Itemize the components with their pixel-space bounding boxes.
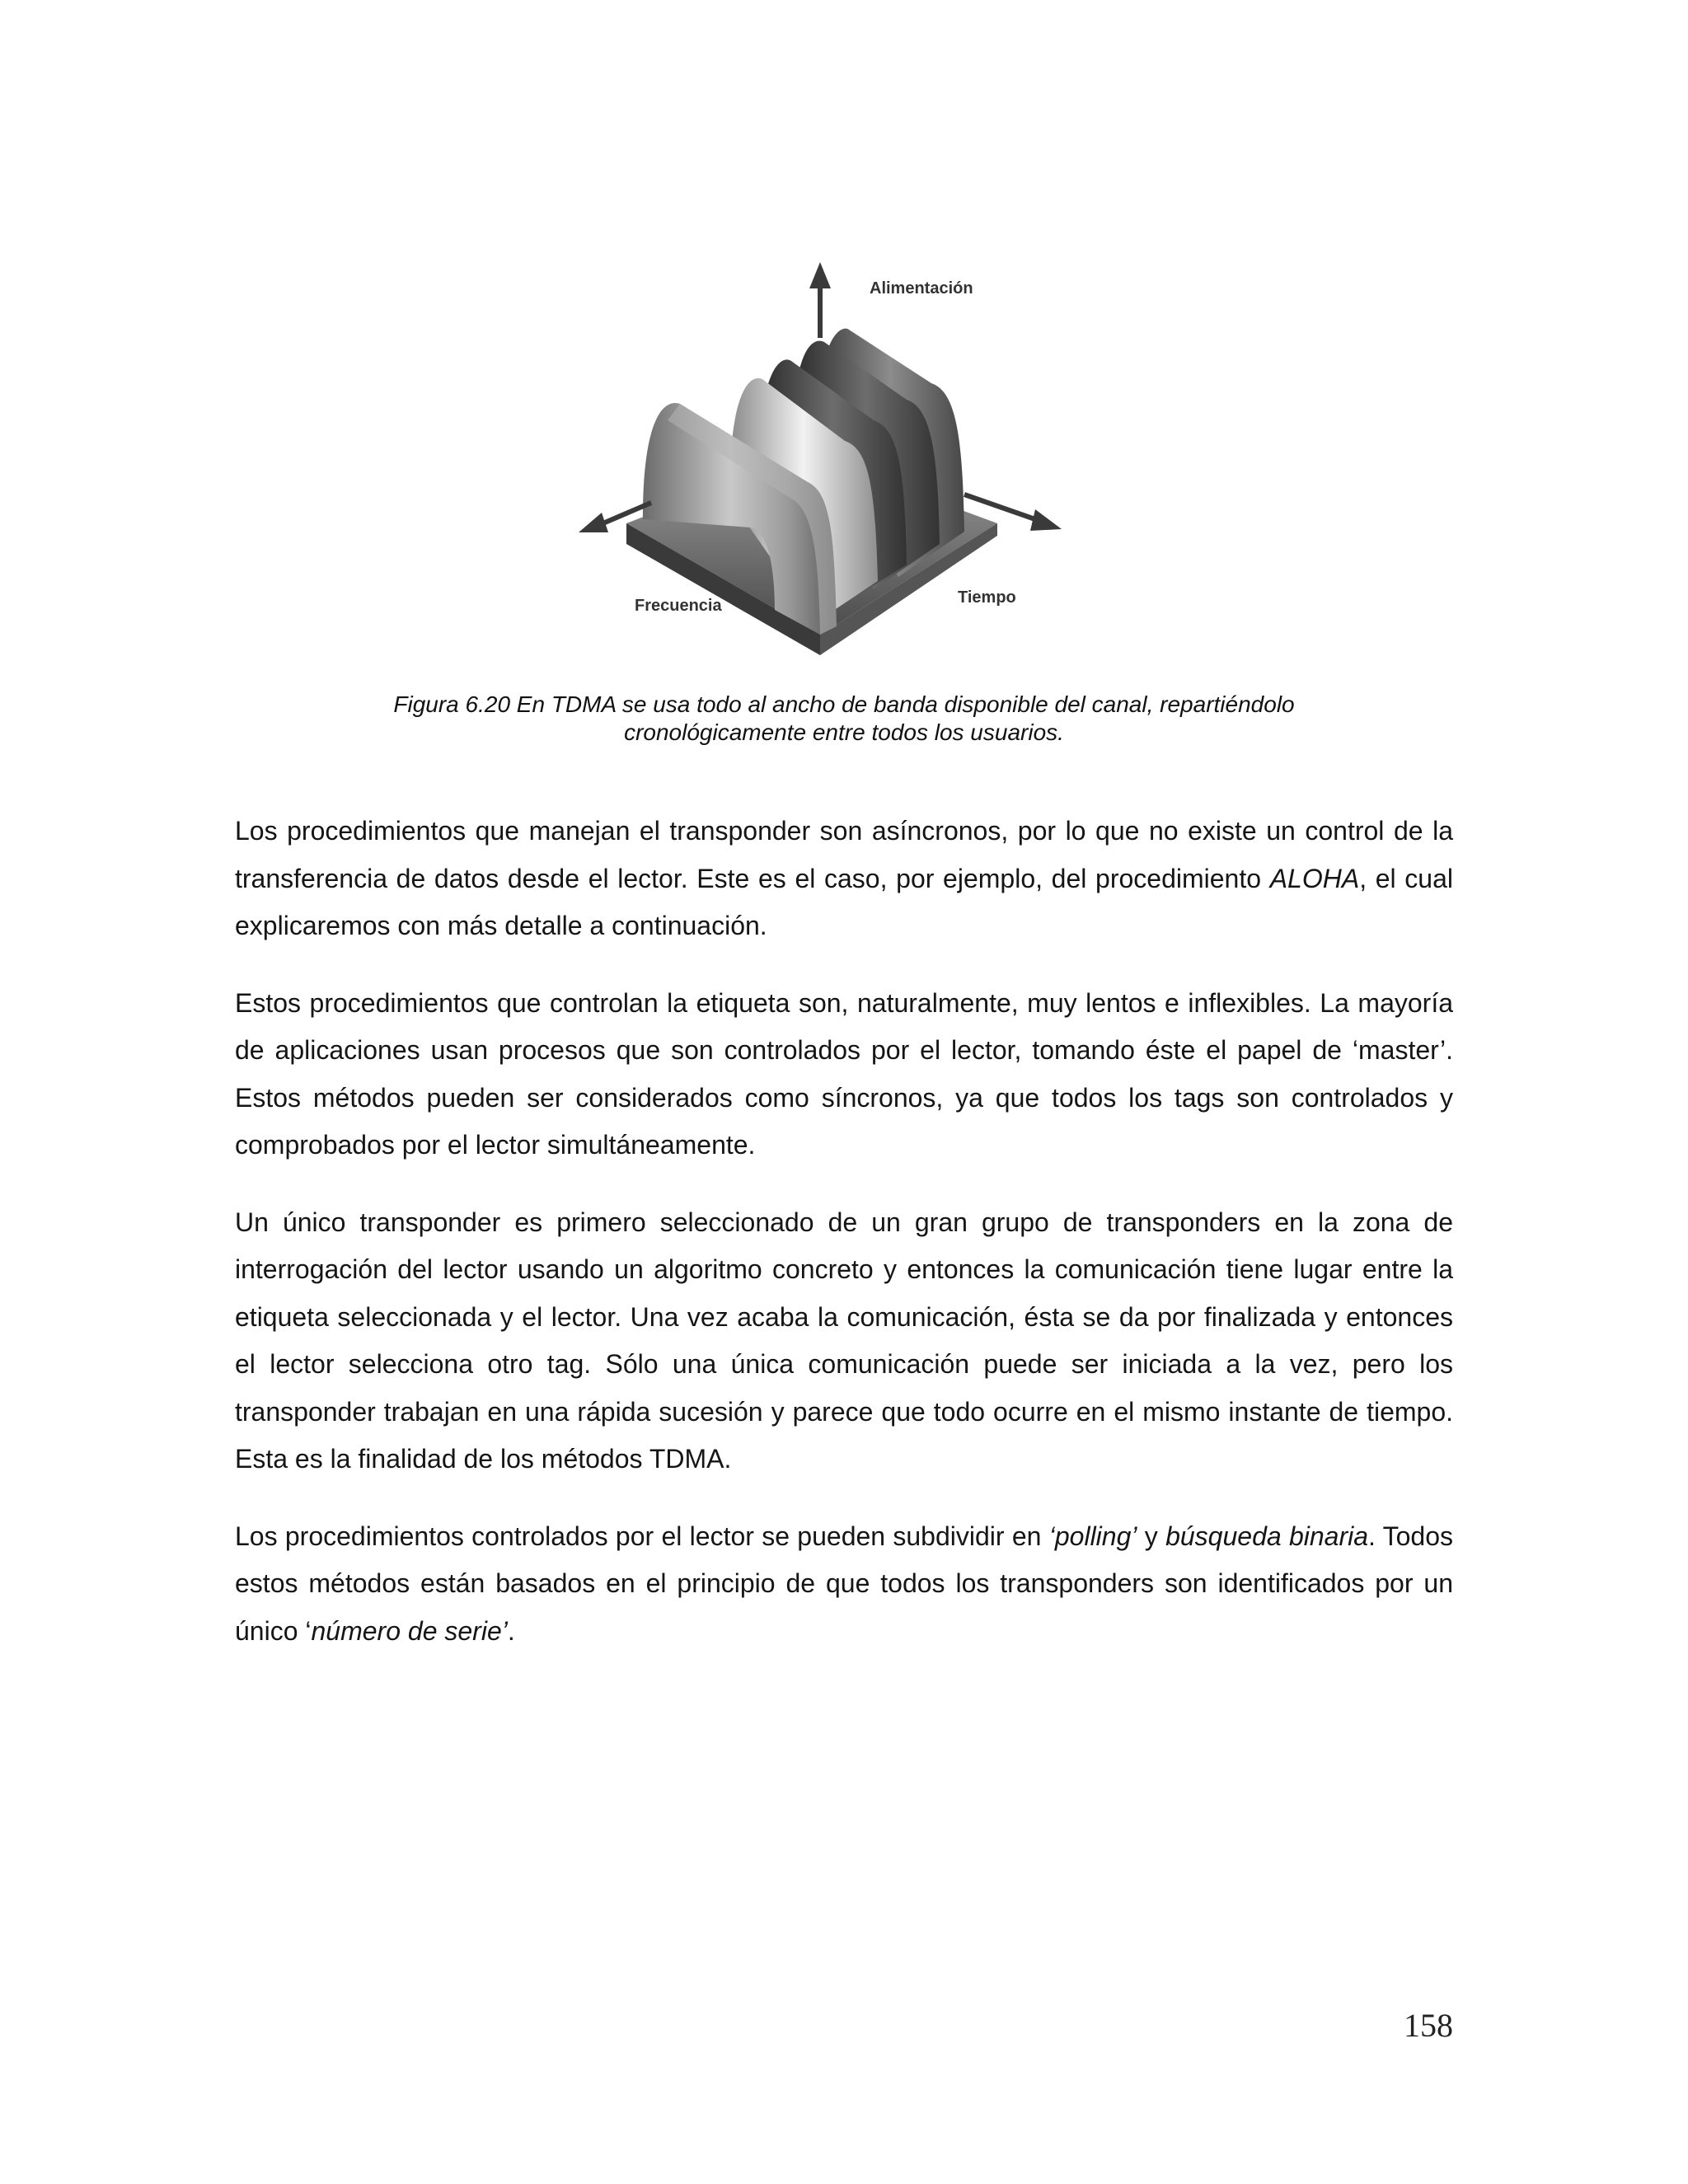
paragraph-4-text-c: y — [1137, 1521, 1166, 1551]
paragraph-2: Estos procedimientos que controlan la etiqueta son, naturalmente, muy lentos e inflexibles. La mayoría de aplicaciones usan procesos que son controlados por el lector, tomando éste el papel de ‘master’. Estos métodos pueden ser considerados como síncronos, ya que todos los tags son controlados y comprobados por el lector simultáneamente. — [235, 987, 1453, 1160]
caption-line-1: Figura 6.20 En TDMA se usa todo al ancho de banda disponible del canal, repartiéndolo — [393, 691, 1295, 717]
tdma-figure — [569, 247, 1113, 676]
serial-number-term: número de serie’ — [311, 1615, 508, 1646]
body-text — [235, 808, 1453, 1685]
paragraph-4-text-g: . — [507, 1615, 515, 1646]
time-axis-arrow — [1030, 509, 1062, 531]
binary-search-term: búsqueda binaria — [1165, 1521, 1369, 1551]
time-axis-label: Tiempo — [958, 588, 1016, 607]
paragraph-1 — [235, 808, 1453, 950]
page-number: 158 — [1404, 2007, 1453, 2044]
tdma-illustration — [569, 247, 1113, 676]
paragraph-1-text-a: Los procedimientos que manejan el transponder son asíncronos, por lo que no existe un control de la transferencia de datos desde el lector. Este es el caso, por ejemplo, del procedimiento — [235, 816, 1453, 893]
paragraph-3: Un único transponder es primero seleccionado de un gran grupo de transponders en la zona de interrogación del lector usando un algoritmo concreto y entonces la comunicación tiene lugar entre la etiqueta seleccionada y el lector. Una vez acaba la comunicación, ésta se da por finalizada y entonces el lector selecciona otro tag. Sólo una única comunicación puede ser iniciada a la vez, pero los transponder trabajan en una rápida sucesión y parece que todo ocurre en el mismo instante de tiempo. Esta es la finalidad de los métodos TDMA. — [235, 1207, 1453, 1474]
power-axis-arrow — [809, 262, 831, 288]
frequency-axis-arrow — [579, 513, 608, 532]
caption-line-2: cronológicamente entre todos los usuarios. — [624, 719, 1064, 745]
paragraph-4-text-e: . Todos estos métodos están basados en el principio de que todos los transponders son identificados por un único ‘ — [235, 1521, 1454, 1646]
power-axis-label: Alimentación — [870, 279, 973, 298]
paragraph-4 — [235, 1513, 1453, 1656]
frequency-axis-label: Frecuencia — [635, 597, 722, 615]
paragraph-1-text-c: , el cual explicaremos con más detalle a continuación. — [235, 863, 1454, 940]
paragraph-4-text-a: Los procedimientos controlados por el lector se pueden subdividir en — [235, 1521, 1049, 1551]
figure-caption — [231, 691, 1457, 747]
aloha-term: ALOHA — [1269, 863, 1360, 893]
polling-term: ‘polling’ — [1048, 1521, 1137, 1551]
